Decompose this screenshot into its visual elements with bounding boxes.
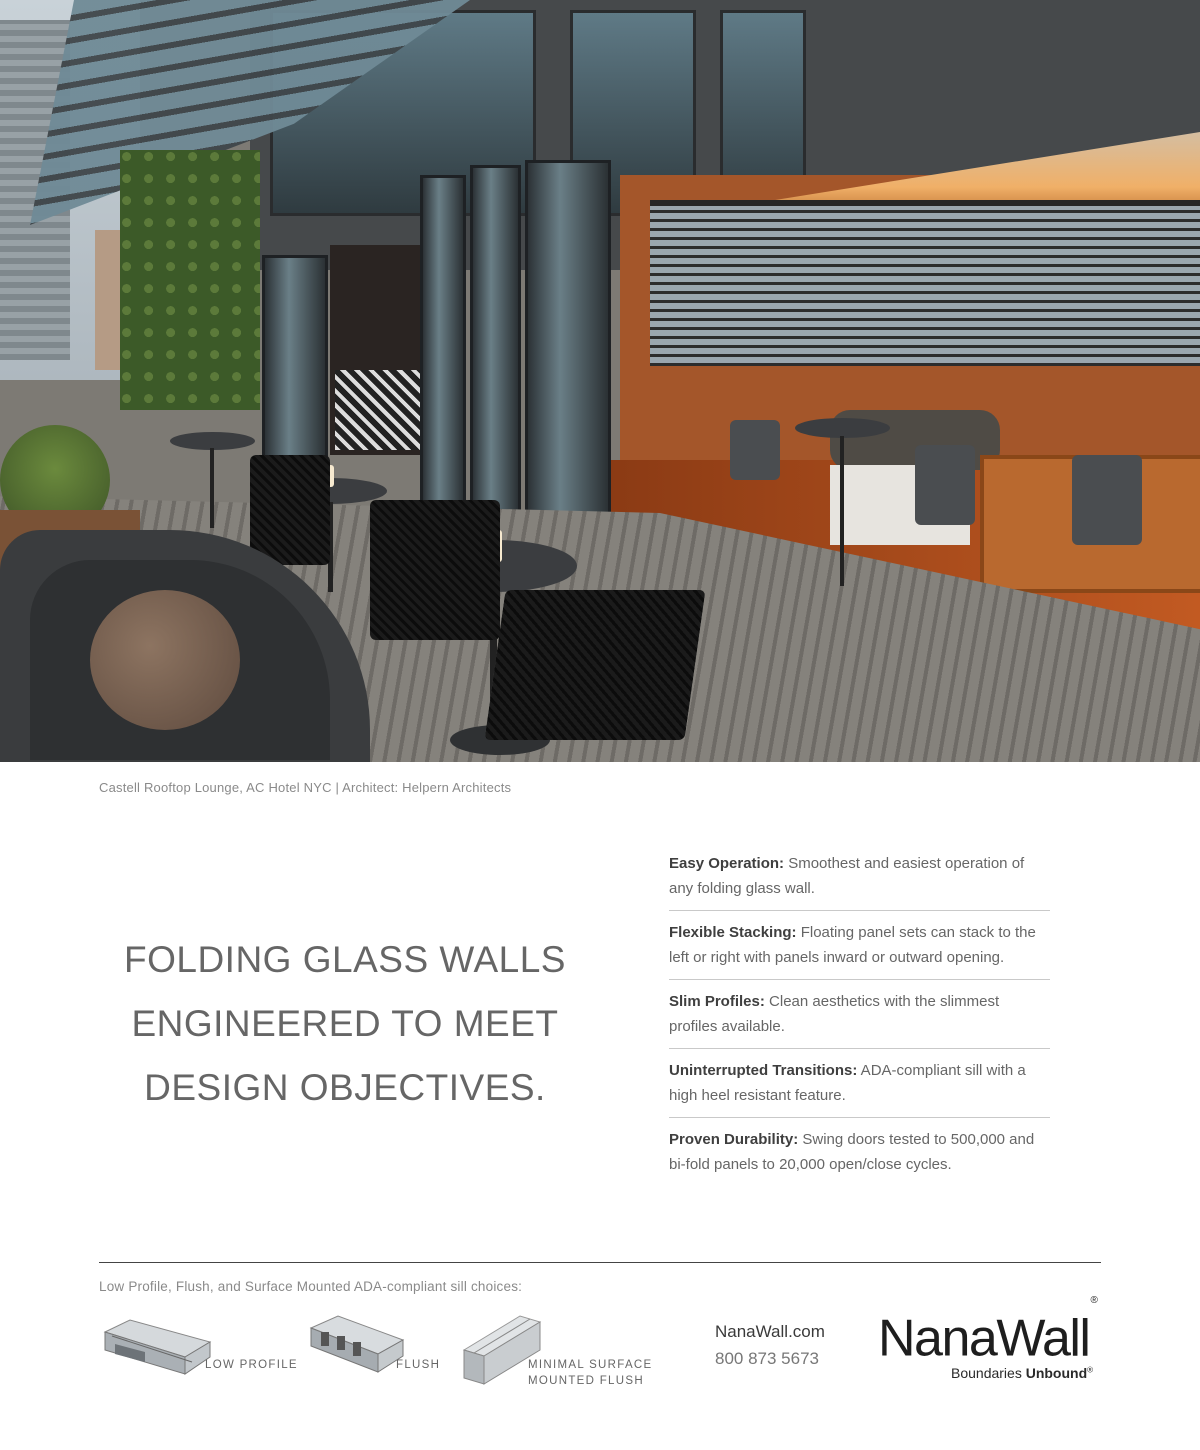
feature-title: Proven Durability: — [669, 1131, 799, 1148]
website-link[interactable]: NanaWall.com — [715, 1322, 825, 1341]
headline-line: ENGINEERED TO MEET — [131, 1003, 559, 1044]
feature-text: ADA-compliant sill with a high heel resistant feature. — [669, 1062, 1026, 1104]
phone-number[interactable]: 800 873 5673 — [715, 1349, 819, 1368]
folding-glass-panel — [525, 160, 611, 566]
sill-label: FLUSH — [396, 1359, 441, 1371]
bar-stool — [1072, 455, 1142, 545]
feature-text: Floating panel sets can stack to the left or right with panels inward or outward opening. — [669, 924, 1036, 966]
headline-line: DESIGN OBJECTIVES. — [144, 1067, 546, 1108]
sill-flush — [303, 1310, 408, 1385]
feature-text: Clean aesthetics with the slimmest profiles available. — [669, 993, 1000, 1035]
feature-title: Uninterrupted Transitions: — [669, 1062, 858, 1079]
feature-text: Swing doors tested to 500,000 and bi-fold panels to 20,000 open/close cycles. — [669, 1131, 1035, 1173]
section-divider — [99, 1262, 1101, 1263]
logo-wordmark: NanaWall — [878, 1309, 1090, 1368]
feature-text: Smoothest and easiest operation of any folding glass wall. — [669, 855, 1025, 897]
interior-windows — [650, 200, 1200, 366]
bar-table — [795, 418, 890, 438]
sill-label: LOW PROFILE — [205, 1359, 298, 1371]
feature-list — [669, 852, 1050, 1196]
feature-title: Slim Profiles: — [669, 993, 765, 1010]
glass-door — [262, 255, 328, 461]
photo-caption: Castell Rooftop Lounge, AC Hotel NYC | Architect: Helpern Architects — [99, 780, 512, 795]
woven-chair — [484, 590, 705, 740]
bar-counter — [335, 370, 420, 450]
table-leg — [210, 448, 214, 528]
headline — [100, 928, 590, 1120]
feature-item — [669, 921, 1050, 980]
feature-item — [669, 1128, 1050, 1186]
feature-item — [669, 990, 1050, 1049]
flush-sill-icon — [303, 1310, 408, 1380]
nanawall-logo — [878, 1295, 1097, 1368]
feature-item — [669, 852, 1050, 911]
tagline-regular: Boundaries — [951, 1365, 1026, 1381]
table-leg — [840, 436, 844, 586]
ivy-wall — [120, 150, 260, 410]
woven-chair — [250, 455, 330, 565]
low-profile-sill-icon — [100, 1312, 215, 1382]
sill-intro: Low Profile, Flush, and Surface Mounted ADA-compliant sill choices: — [99, 1279, 523, 1294]
feature-title: Easy Operation: — [669, 855, 785, 872]
bar-stool — [730, 420, 780, 480]
registered-mark: ® — [1087, 1365, 1094, 1375]
bar-stool — [915, 445, 975, 525]
sill-label — [528, 1357, 653, 1389]
tagline-bold: Unbound — [1025, 1365, 1088, 1381]
sill-label-line: MOUNTED FLUSH — [528, 1375, 644, 1387]
woven-chair — [370, 500, 500, 640]
feature-title: Flexible Stacking: — [669, 924, 797, 941]
brand-tagline — [951, 1365, 1093, 1381]
sill-low-profile — [100, 1312, 215, 1387]
headline-line: FOLDING GLASS WALLS — [124, 939, 566, 980]
feature-item — [669, 1059, 1050, 1118]
registered-mark: ® — [1090, 1295, 1097, 1306]
round-pillow — [90, 590, 240, 730]
sill-label-line: MINIMAL SURFACE — [528, 1359, 653, 1371]
